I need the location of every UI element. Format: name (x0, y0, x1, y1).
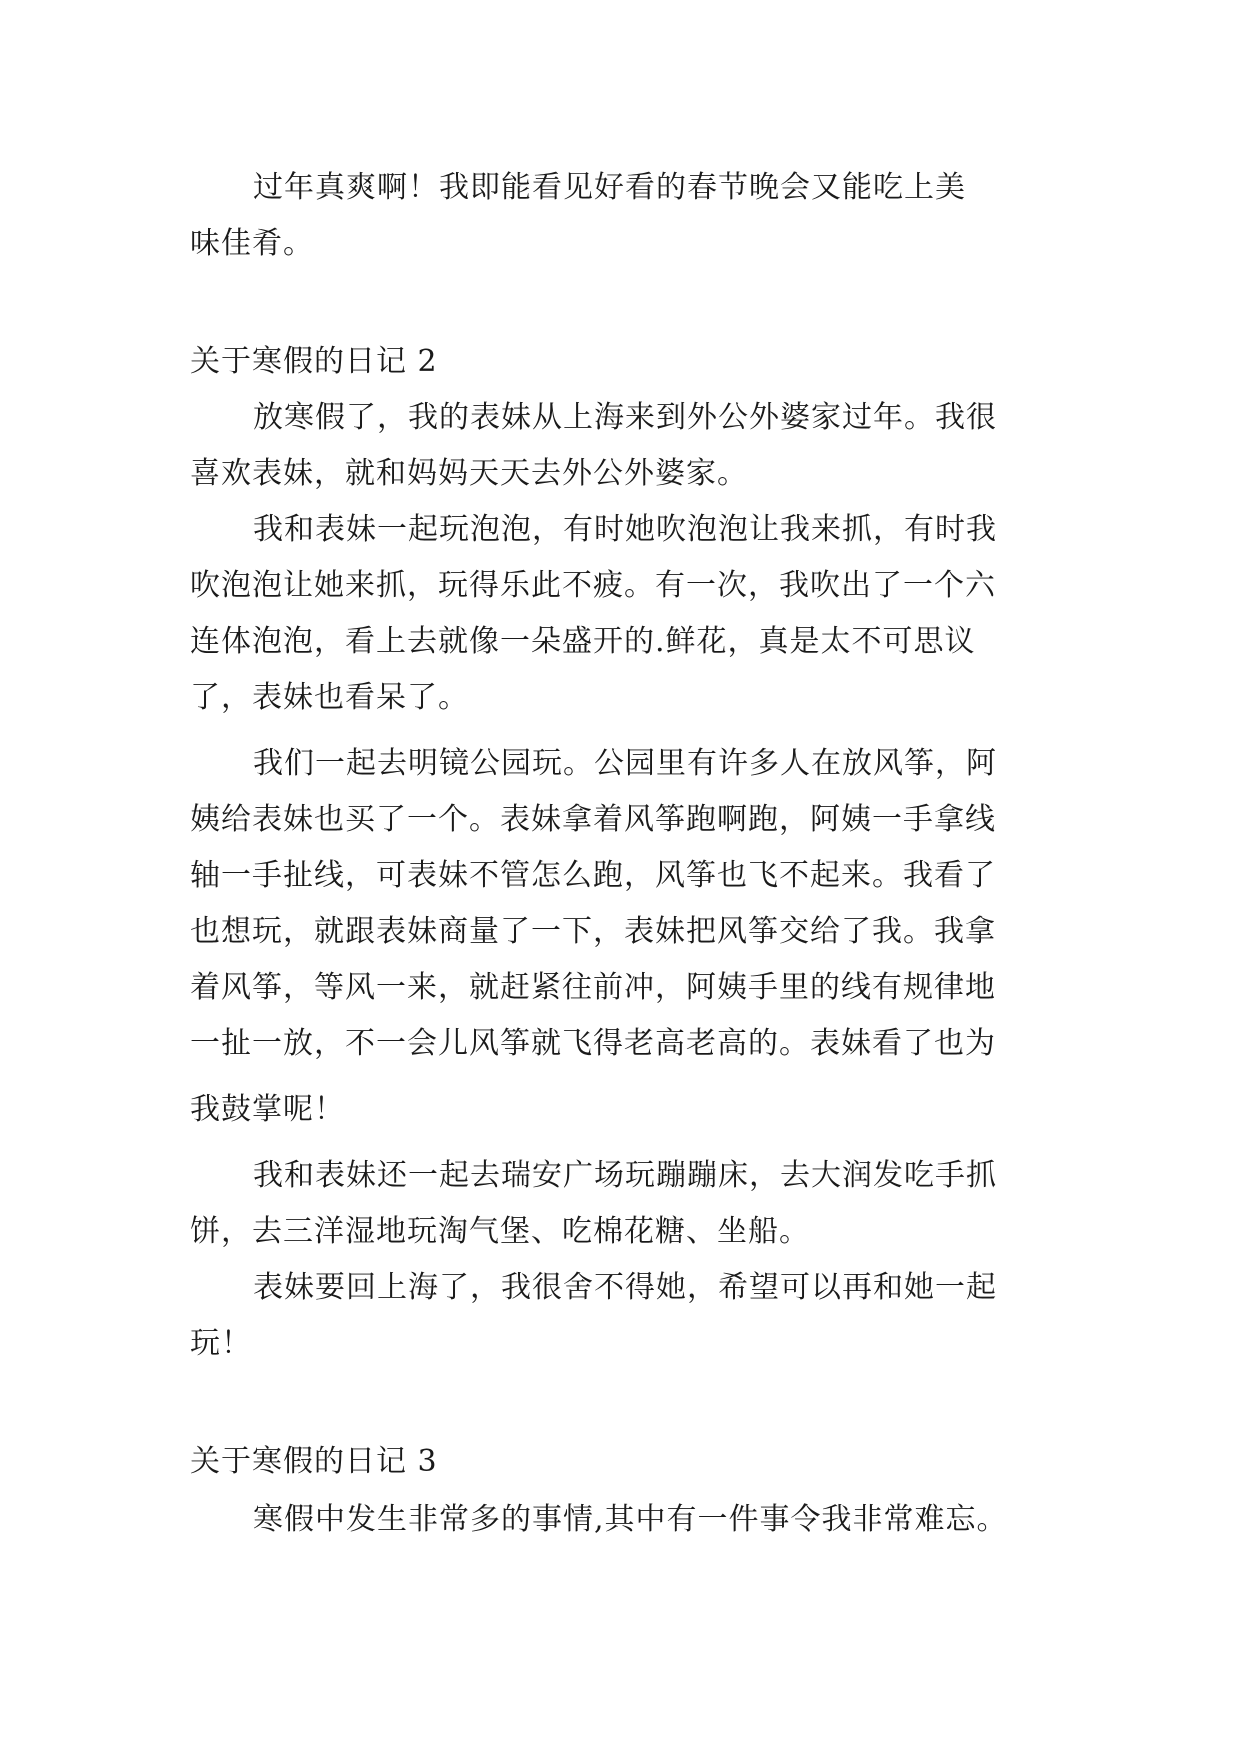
paragraph-line: 表妹要回上海了，我很舍不得她，希望可以再和她一起 (253, 1270, 997, 1305)
paragraph-line: 玩！ (190, 1326, 252, 1361)
paragraph-line: 了，表妹也看呆了。 (190, 680, 469, 715)
section-heading: 关于寒假的日记 3 (190, 1444, 438, 1479)
paragraph-line: 着风筝，等风一来，就赶紧往前冲，阿姨手里的线有规律地 (190, 970, 996, 1005)
paragraph-line: 喜欢表妹，就和妈妈天天去外公外婆家。 (190, 456, 748, 491)
paragraph-line: 一扯一放，不一会儿风筝就飞得老高老高的。表妹看了也为 (190, 1026, 996, 1061)
section-heading: 关于寒假的日记 2 (190, 344, 438, 379)
paragraph-line: 放寒假了，我的表妹从上海来到外公外婆家过年。我很 (253, 400, 997, 435)
paragraph-line: 我和表妹还一起去瑞安广场玩蹦蹦床，去大润发吃手抓 (253, 1158, 997, 1193)
paragraph-line: 轴一手扯线，可表妹不管怎么跑，风筝也飞不起来。我看了 (190, 858, 996, 893)
paragraph-line: 也想玩，就跟表妹商量了一下，表妹把风筝交给了我。我拿 (190, 914, 996, 949)
paragraph-line: 味佳肴。 (190, 226, 314, 261)
paragraph-line: 我和表妹一起玩泡泡，有时她吹泡泡让我来抓，有时我 (253, 512, 997, 547)
paragraph-line: 连体泡泡，看上去就像一朵盛开的.鲜花，真是太不可思议 (190, 624, 976, 659)
paragraph-line: 姨给表妹也买了一个。表妹拿着风筝跑啊跑，阿姨一手拿线 (190, 802, 996, 837)
paragraph-line: 寒假中发生非常多的事情,其中有一件事令我非常难忘。 (253, 1502, 1008, 1537)
paragraph-line: 吹泡泡让她来抓，玩得乐此不疲。有一次，我吹出了一个六 (190, 568, 996, 603)
paragraph-line: 过年真爽啊！我即能看见好看的春节晚会又能吃上美 (253, 170, 966, 205)
paragraph-line: 饼，去三洋湿地玩淘气堡、吃棉花糖、坐船。 (190, 1214, 810, 1249)
paragraph-line: 我鼓掌呢！ (190, 1092, 345, 1127)
paragraph-line: 我们一起去明镜公园玩。公园里有许多人在放风筝，阿 (253, 746, 997, 781)
